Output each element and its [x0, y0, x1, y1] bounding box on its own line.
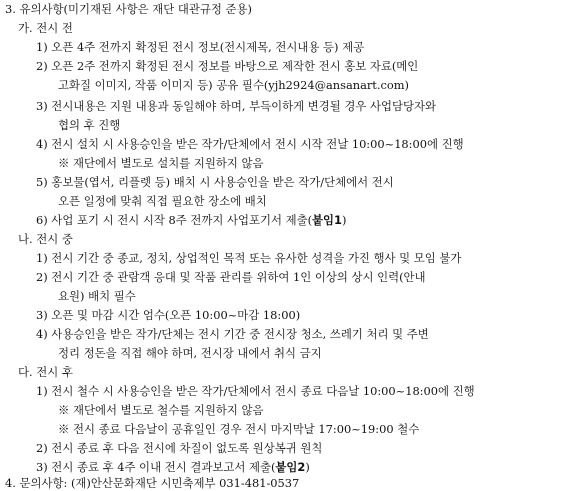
during-item-3: 3) 오픈 및 마감 시간 엄수(오픈 10:00~마감 18:00)	[36, 308, 301, 322]
after-item-1-note-2: ※ 전시 종료 다음날이 공휴일인 경우 전시 마지막날 17:00~19:00 철수	[58, 422, 420, 436]
attachment-2-ref: 붙임2	[275, 460, 306, 474]
before-item-1: 1) 오픈 4주 전까지 확정된 전시 정보(전시제목, 전시내용 등) 제공	[36, 40, 365, 54]
before-item-3-cont: 협의 후 진행	[58, 118, 121, 132]
section-4-contact: 4. 문의사항: (재)안산문화재단 시민축제부 031-481-0537	[5, 476, 300, 490]
before-item-6	[36, 213, 346, 227]
before-item-5-cont: 오픈 일정에 맞춰 직접 필요한 장소에 배치	[58, 194, 267, 208]
during-item-2: 2) 전시 기간 중 관람객 응대 및 작품 관리를 위하여 1인 이상의 상시 인력(안내	[36, 270, 426, 284]
heading-during-exhibition: 나. 전시 중	[18, 232, 73, 246]
during-item-4-cont: 정리 정돈을 직접 해야 하며, 전시장 내에서 취식 금지	[58, 346, 322, 360]
before-item-4-note: ※ 재단에서 별도로 설치를 지원하지 않음	[58, 156, 264, 170]
after-item-1: 1) 전시 철수 시 사용승인을 받은 작가/단체에서 전시 종료 다음날 10:00~18:00에 진행	[36, 384, 475, 398]
before-item-2: 2) 오픈 2주 전까지 확정된 전시 정보를 바탕으로 제작한 전시 홍보 자료(메인	[36, 59, 419, 73]
after-item-3-text: 3) 전시 종료 후 4주 이내 전시 결과보고서 제출(	[36, 460, 276, 474]
during-item-1: 1) 전시 기간 중 종교, 정치, 상업적인 목적 또는 유사한 성격을 가진 행사 및 모임 불가	[36, 251, 462, 265]
before-item-2-cont: 고화질 이미지, 작품 이미지 등) 공유 필수(yjh2924@ansanart.com)	[58, 78, 409, 92]
before-item-4: 4) 전시 설치 시 사용승인을 받은 작가/단체에서 전시 시작 전날 10:00~18:00에 진행	[36, 137, 464, 151]
before-item-3: 3) 전시내용은 지원 내용과 동일해야 하며, 부득이하게 변경될 경우 사업담당자와	[36, 99, 437, 113]
before-item-5: 5) 홍보물(엽서, 리플렛 등) 배치 시 사용승인을 받은 작가/단체에서 전시	[36, 175, 394, 189]
during-item-2-cont: 요원) 배치 필수	[58, 289, 136, 303]
heading-before-exhibition: 가. 전시 전	[18, 21, 73, 35]
before-item-6-tail: )	[341, 213, 347, 227]
attachment-1-ref: 붙임1	[312, 213, 342, 227]
after-item-2: 2) 전시 종료 후 다음 전시에 차질이 없도록 원상복귀 원칙	[36, 441, 323, 455]
after-item-3	[36, 460, 310, 474]
after-item-1-note: ※ 재단에서 별도로 철수를 지원하지 않음	[58, 403, 264, 417]
during-item-4: 4) 사용승인을 받은 작가/단체는 전시 기간 중 전시장 청소, 쓰레기 처리 및 주변	[36, 327, 429, 341]
section-3-title: 3. 유의사항(미기재된 사항은 재단 대관규정 준용)	[5, 2, 252, 16]
before-item-6-text: 6) 사업 포기 시 전시 시작 8주 전까지 사업포기서 제출(	[36, 213, 313, 227]
after-item-3-tail: )	[305, 460, 310, 474]
heading-after-exhibition: 다. 전시 후	[18, 365, 73, 379]
